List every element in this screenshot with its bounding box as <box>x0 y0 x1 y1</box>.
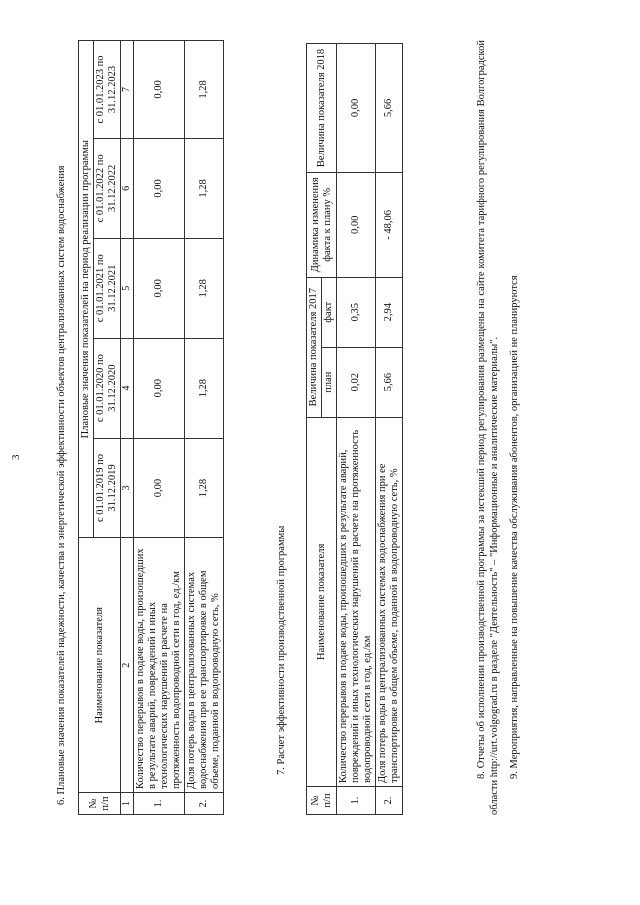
row-num: 2. <box>376 787 403 815</box>
column-number: 1 <box>121 793 134 815</box>
table-row <box>376 44 403 815</box>
header-fact: факт <box>322 277 337 347</box>
header-period: с 01.01.2021 по 31.12.2021 <box>94 238 121 338</box>
column-number: 7 <box>121 41 134 139</box>
row-num: 1. <box>337 787 376 815</box>
paragraph-8: 8. Отчеты об исполнении производственной программы за истекший период регулирования размещены на сайте комитета тарифного регулирования Волгоградской области http://urt.volgograd.ru в разделе "Деятельность" – "Информационные и аналитические материалы". <box>476 40 500 815</box>
header-name: Наименование показателя <box>307 417 337 786</box>
row-value: 0,00 <box>134 138 185 238</box>
row-value: 1,28 <box>185 138 224 238</box>
header-planned-values: Плановые значения показателей на период реализации программы <box>79 41 94 538</box>
column-number: 2 <box>121 538 134 793</box>
row-name: Доля потерь воды в централизованных системах водоснабжения при ее транспортировке в общем объеме, поданной в водопроводную сеть, % <box>185 538 224 793</box>
row-plan: 0,02 <box>337 347 376 417</box>
row-value: 1,28 <box>185 438 224 538</box>
row-value: 1,28 <box>185 238 224 338</box>
table-row <box>337 44 376 815</box>
row-value: 0,00 <box>134 338 185 438</box>
row-num: 2. <box>185 793 224 815</box>
row-value: 0,00 <box>134 438 185 538</box>
row-plan: 5,66 <box>376 347 403 417</box>
row-value-2018: 5,66 <box>376 44 403 173</box>
page-number: 3 <box>10 454 22 460</box>
column-number: 5 <box>121 238 134 338</box>
row-fact: 2,94 <box>376 277 403 347</box>
section7-title: 7. Расчет эффективности производственной программы <box>276 525 287 775</box>
header-value-2017: Величина показателя 2017 <box>307 277 322 417</box>
row-value: 0,00 <box>134 41 185 139</box>
row-value: 0,00 <box>134 238 185 338</box>
table-row <box>134 41 185 815</box>
row-value: 1,28 <box>185 41 224 139</box>
row-dynamics: 0,00 <box>337 172 376 277</box>
row-value: 1,28 <box>185 338 224 438</box>
header-period: с 01.01.2023 по 31.12.2023 <box>94 41 121 139</box>
header-value-2018: Величина показателя 2018 <box>307 44 337 173</box>
column-number-row <box>121 41 134 815</box>
row-name: Количество перерывов в подаче воды, произошедших в результате аварий, повреждений и иных технологических нарушений в расчете на протяженность водопроводной сети в год, ед./км <box>134 538 185 793</box>
program-efficiency-table <box>306 43 403 815</box>
target-indicators-table <box>78 40 224 815</box>
row-num: 1. <box>134 793 185 815</box>
header-period: с 01.01.2019 по 31.12.2019 <box>94 438 121 538</box>
row-name: Количество перерывов в подаче воды, произошедших в результате аварий, повреждений и иных технологических нарушений в расчете на протяженность водопроводной сети в год, ед./км <box>337 417 376 786</box>
row-name: Доля потерь воды в централизованных системах водоснабжения при ее транспортировке в общем объеме, поданной в водопроводную сеть, % <box>376 417 403 786</box>
row-dynamics: - 48,06 <box>376 172 403 277</box>
column-number: 6 <box>121 138 134 238</box>
section6-title: 6. Плановые значения показателей надежности, качества и энергетической эффективности объектов централизованных систем водоснабжения <box>56 165 67 805</box>
row-value-2018: 0,00 <box>337 44 376 173</box>
header-period: с 01.01.2020 по 31.12.2020 <box>94 338 121 438</box>
header-num: № п/п <box>307 787 337 815</box>
table-row <box>185 41 224 815</box>
column-number: 4 <box>121 338 134 438</box>
header-dynamics: Динамика изменения факта к плану % <box>307 172 337 277</box>
row-fact: 0,35 <box>337 277 376 347</box>
header-plan: план <box>322 347 337 417</box>
header-num: № п/п <box>79 793 121 815</box>
header-period: с 01.01.2022 по 31.12.2022 <box>94 138 121 238</box>
column-number: 3 <box>121 438 134 538</box>
header-name: Наименование показателя <box>79 538 121 793</box>
paragraph-9: 9. Мероприятия, направленные на повышение качества обслуживания абонентов, организацией не планируются <box>509 275 520 779</box>
